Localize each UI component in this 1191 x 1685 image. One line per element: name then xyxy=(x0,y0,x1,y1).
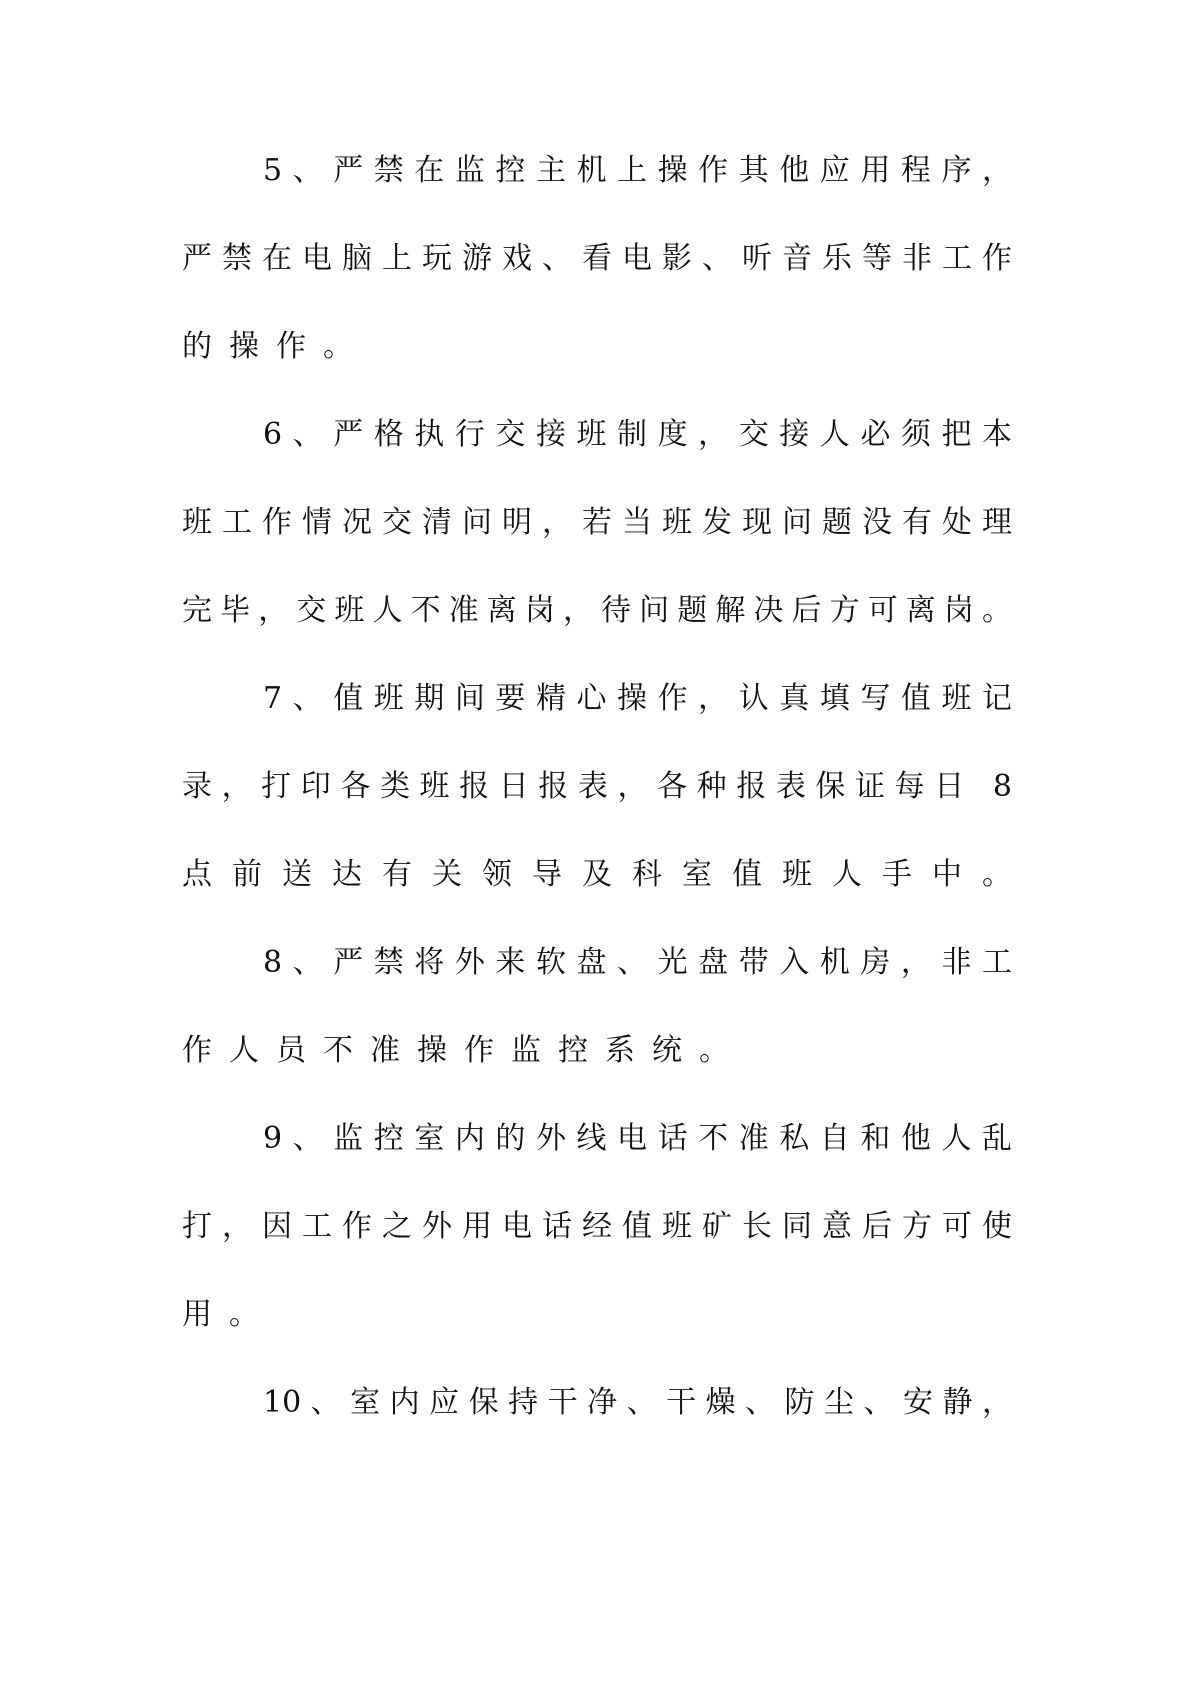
paragraph-7-line-1: 7​、​值​班​期​间​要​精​心​操​作​，​认​真​填​写​值​班​记 xyxy=(263,681,1012,716)
paragraph-9-line-3: 用。 xyxy=(182,1297,276,1332)
paragraph-9-line-2: 打​，​因​工​作​之​外​用​电​话​经​值​班​矿​长​同​意​后​方​可​使 xyxy=(182,1209,1012,1244)
paragraph-6-line-1: 6​、​严​格​执​行​交​接​班​制​度​，​交​接​人​必​须​把​本 xyxy=(263,417,1012,452)
paragraph-5-line-2: 严​禁​在​电​脑​上​玩​游​戏​、​看​电​影​、​听​音​乐​等​非​工​作 xyxy=(182,241,1012,276)
paragraph-10-line-1: 1​0​、​室​内​应​保​持​干​净​、​干​燥​、​防​尘​、​安​静​， xyxy=(263,1385,1012,1420)
paragraph-8-line-1: 8​、​严​禁​将​外​来​软​盘​、​光​盘​带​入​机​房​，​非​工 xyxy=(263,945,1012,980)
paragraph-8-line-2: 作人员不准操作监控系统。 xyxy=(182,1033,746,1068)
paragraph-5-line-3: 的操作。 xyxy=(182,329,370,364)
paragraph-7-line-3: 点​前​送​达​有​关​领​导​及​科​室​值​班​人​手​中​。 xyxy=(182,857,1012,892)
paragraph-9-line-1: 9​、​监​控​室​内​的​外​线​电​话​不​准​私​自​和​他​人​乱 xyxy=(263,1121,1012,1156)
paragraph-5-line-1: 5​、​严​禁​在​监​控​主​机​上​操​作​其​他​应​用​程​序​， xyxy=(263,153,1012,188)
paragraph-6-line-3: 完​毕​，​交​班​人​不​准​离​岗​，​待​问​题​解​决​后​方​可​离​岗​。 xyxy=(182,593,1012,628)
paragraph-7-line-2: 录​，​打​印​各​类​班​报​日​报​表​，​各​种​报​表​保​证​每​日​ ​8 xyxy=(182,769,1012,804)
paragraph-6-line-2: 班​工​作​情​况​交​清​问​明​，​若​当​班​发​现​问​题​没​有​处​理 xyxy=(182,505,1012,540)
